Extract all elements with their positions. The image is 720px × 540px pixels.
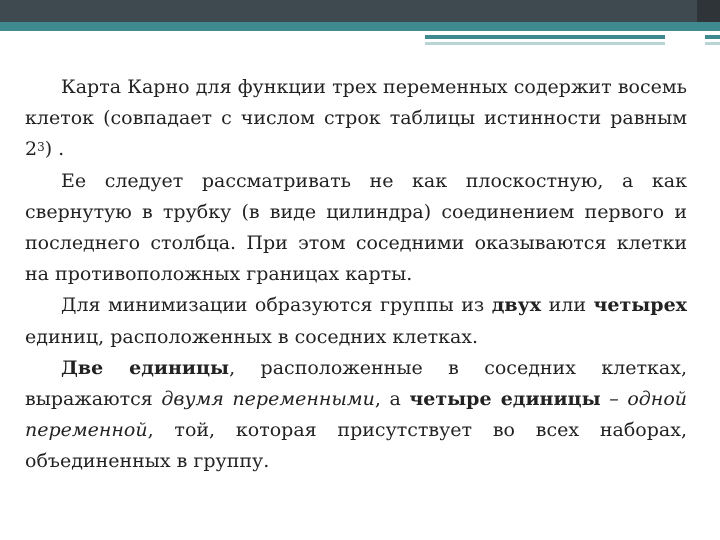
paragraph-text: единиц, расположенных в соседних клетках. — [25, 325, 479, 348]
header-accent-stripe — [0, 22, 720, 31]
bold-term: двух — [491, 294, 542, 317]
paragraph-text: Для минимизации образуются группы из — [61, 294, 492, 317]
italic-term: одной переменной — [25, 388, 687, 442]
decorative-accent-bar-light — [425, 42, 665, 45]
paragraph-text: , той, которая присутствует во всех наборах, объединенных в группу. — [25, 419, 687, 473]
header-corner-block — [697, 0, 720, 22]
paragraph-minimization — [25, 290, 687, 352]
header-band — [0, 0, 720, 22]
bold-term: четырех — [593, 294, 687, 317]
paragraph-text: ) . — [44, 138, 65, 161]
bold-term: четыре единицы — [409, 388, 601, 411]
italic-term: двумя переменными — [161, 388, 375, 411]
paragraph-text: Ее следует рассматривать не как плоскостную, а как свернутую в трубку (в виде цилиндра) соединением первого и последнего столбца. При этом соседними оказываются клетки на противоположных границах карты. — [25, 169, 687, 286]
decorative-accent-bar — [425, 35, 665, 39]
bold-term: Две единицы — [61, 356, 230, 379]
paragraph-text: или — [541, 294, 594, 317]
decorative-accent-small — [705, 35, 720, 39]
paragraph-cylinder — [25, 166, 687, 291]
paragraph-text: , а — [374, 388, 410, 411]
paragraph-text: , расположенные в соседних клетках, выражаются — [25, 356, 688, 411]
slide-body — [25, 72, 687, 478]
paragraph-karnaugh-cells — [25, 72, 687, 166]
superscript-exponent: 3 — [37, 140, 45, 155]
decorative-accent-small-light — [705, 42, 720, 45]
paragraph-text: Карта Карно для функции трех переменных содержит восемь клеток (совпадает с числом строк таблицы истинности равным 2 — [25, 76, 687, 161]
paragraph-text: – — [600, 388, 628, 411]
paragraph-groups — [25, 353, 687, 478]
